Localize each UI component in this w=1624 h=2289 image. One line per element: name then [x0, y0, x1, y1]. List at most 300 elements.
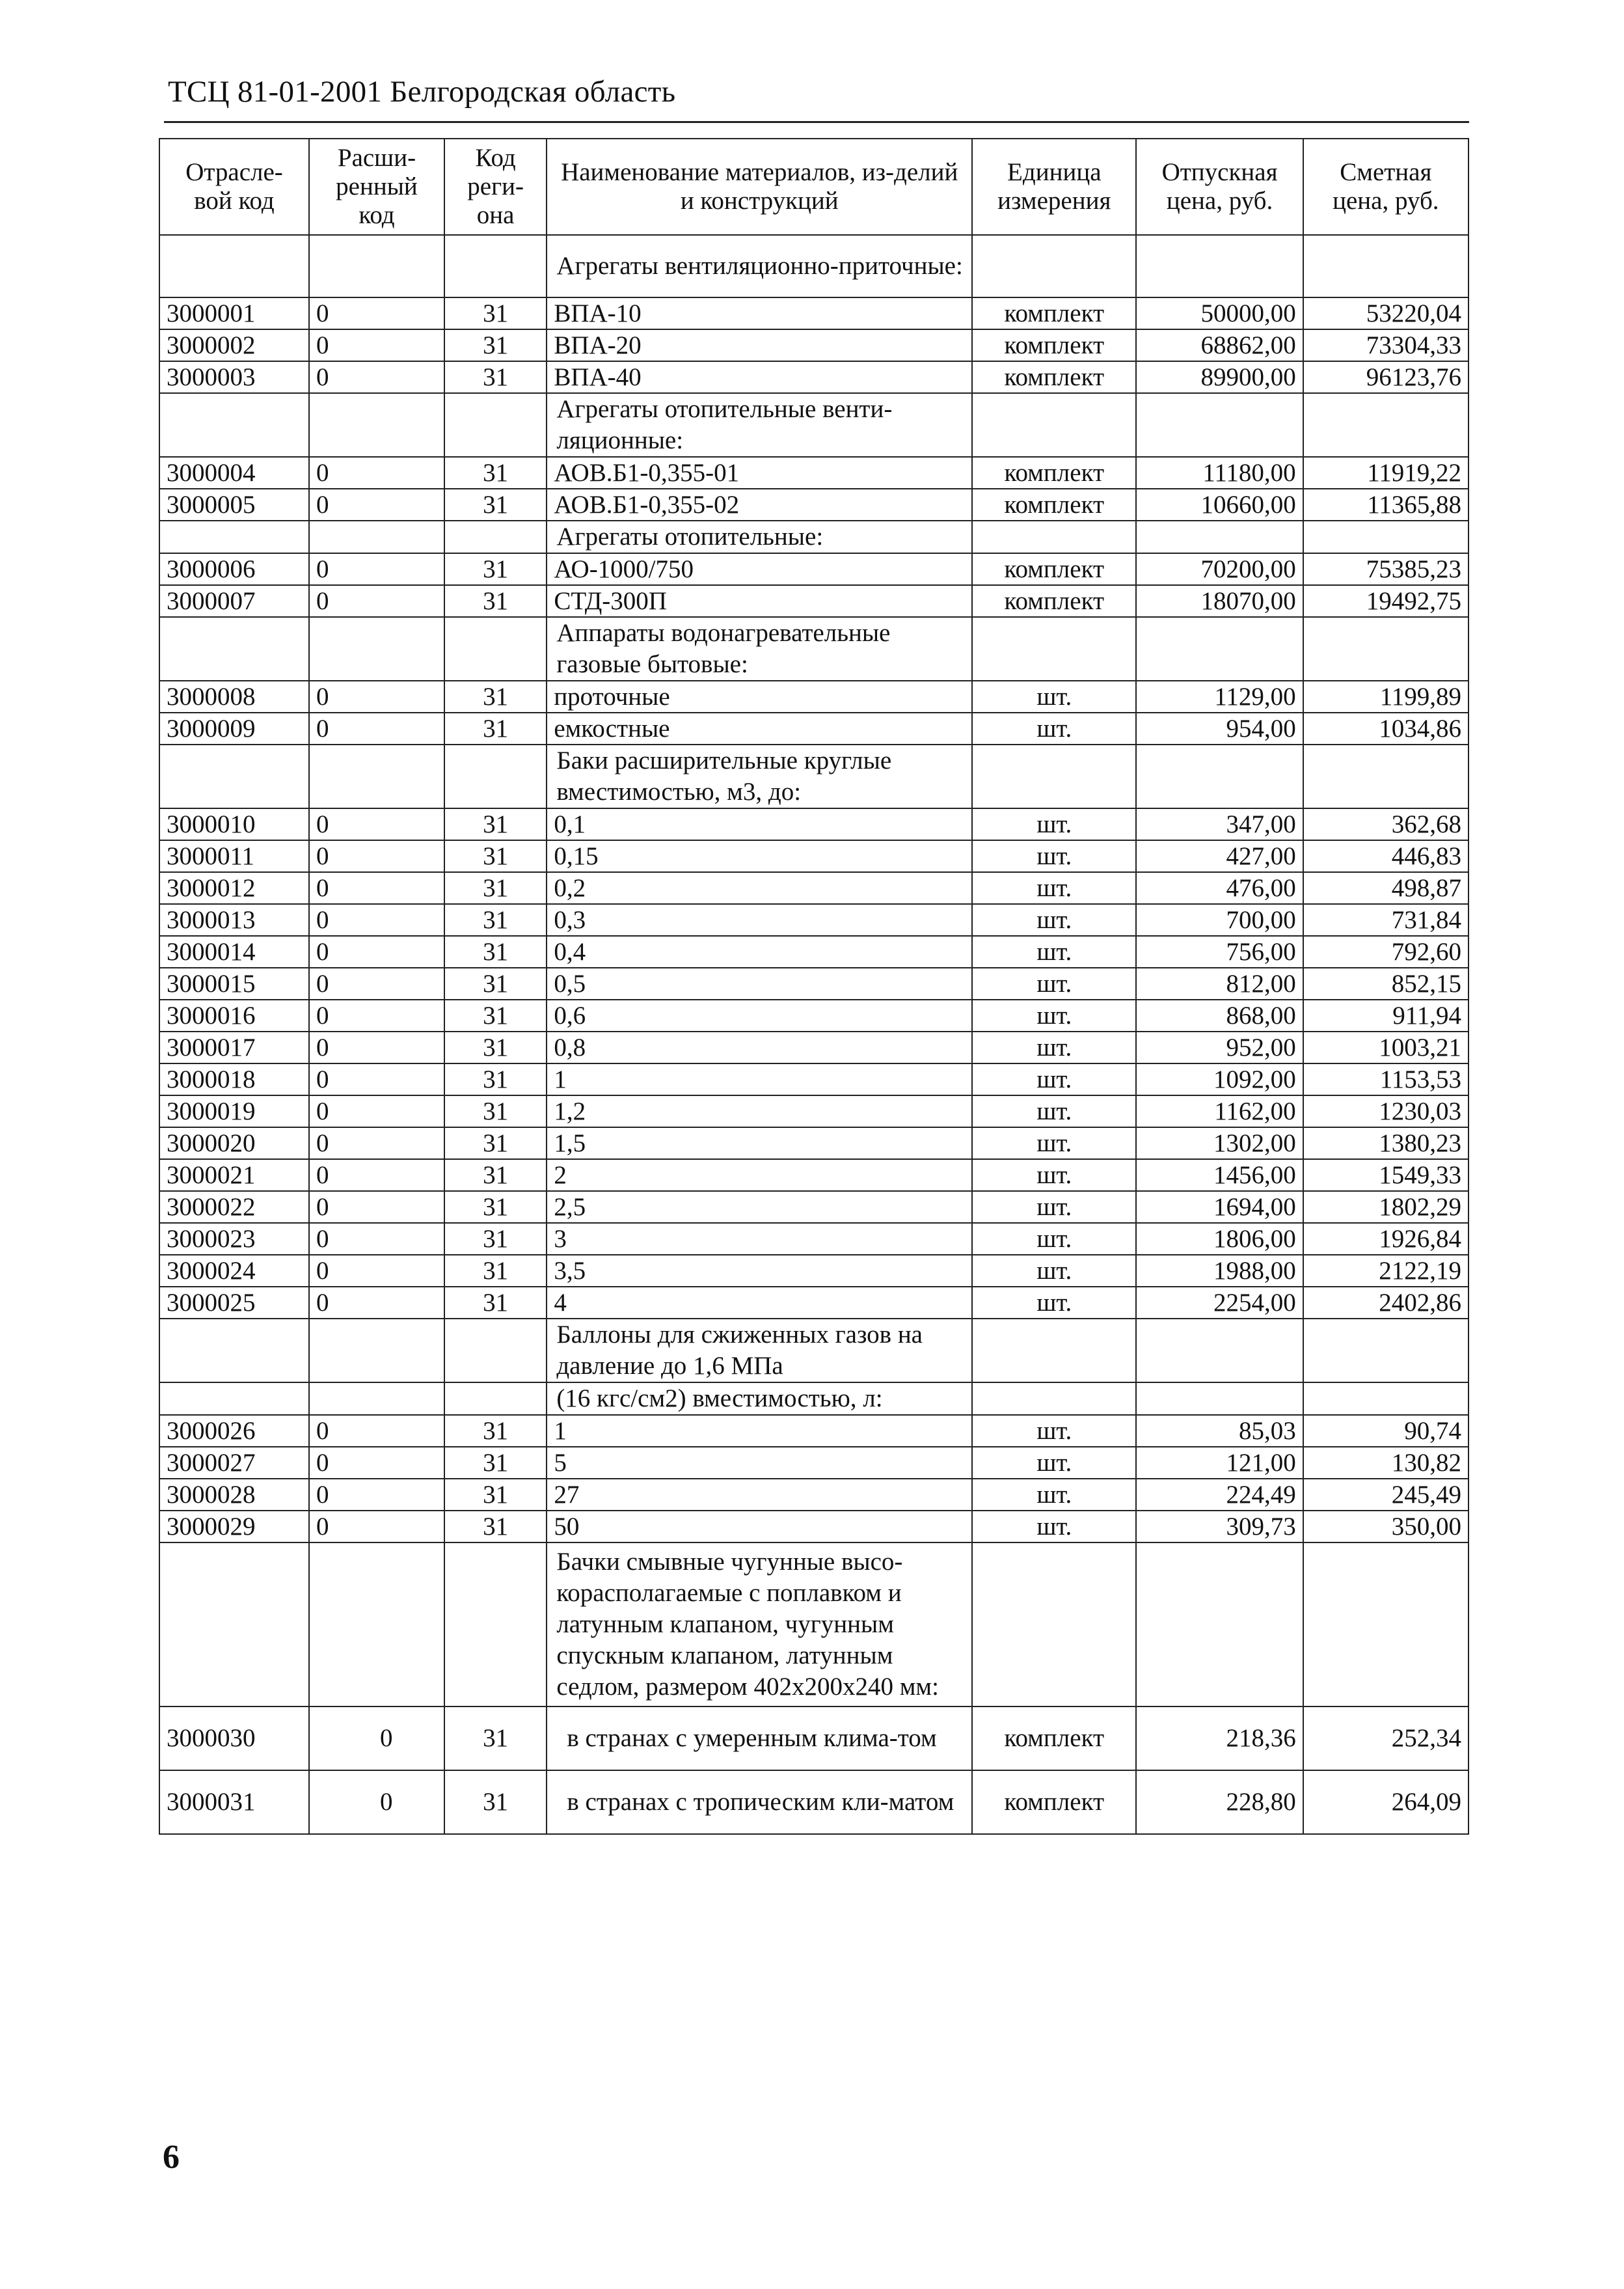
table-group-row [159, 521, 1468, 553]
table-group-row [159, 393, 1468, 457]
cell-region-code: 31 [444, 968, 547, 1000]
price-table [159, 138, 1469, 1835]
cell-estimate-price: 350,00 [1303, 1511, 1468, 1542]
cell-industry-code: 3000011 [159, 840, 309, 872]
table-row [159, 489, 1468, 521]
cell-empty [972, 1542, 1136, 1706]
cell-region-code: 31 [444, 585, 547, 617]
cell-unit: шт. [972, 1479, 1136, 1511]
cell-release-price: 1694,00 [1136, 1191, 1303, 1223]
cell-estimate-price: 252,34 [1303, 1706, 1468, 1770]
cell-empty [159, 235, 309, 297]
table-row [159, 1770, 1468, 1834]
table-row [159, 808, 1468, 840]
table-group-row [159, 1542, 1468, 1706]
cell-region-code: 31 [444, 1706, 547, 1770]
cell-region-code: 31 [444, 1479, 547, 1511]
cell-estimate-price: 1230,03 [1303, 1095, 1468, 1127]
cell-unit: шт. [972, 1159, 1136, 1191]
cell-empty [159, 393, 309, 457]
cell-empty [309, 521, 444, 553]
column-header-extended-code: Расши-ренный код [309, 139, 444, 235]
cell-empty [1136, 745, 1303, 808]
cell-material-name: 0,2 [547, 872, 972, 904]
cell-region-code: 31 [444, 1127, 547, 1159]
table-group-row [159, 235, 1468, 297]
cell-industry-code: 3000025 [159, 1287, 309, 1319]
cell-estimate-price: 1153,53 [1303, 1063, 1468, 1095]
cell-material-name: 1 [547, 1415, 972, 1447]
cell-empty [444, 745, 547, 808]
cell-empty [1303, 1382, 1468, 1415]
cell-industry-code: 3000004 [159, 457, 309, 489]
table-group-row [159, 745, 1468, 808]
cell-material-name: 0,4 [547, 936, 972, 968]
cell-empty [309, 235, 444, 297]
cell-release-price: 70200,00 [1136, 553, 1303, 585]
cell-extended-code: 0 [309, 1191, 444, 1223]
cell-empty [1303, 1319, 1468, 1382]
cell-empty [309, 1319, 444, 1382]
cell-industry-code: 3000013 [159, 904, 309, 936]
cell-extended-code: 0 [309, 904, 444, 936]
cell-material-name: 1 [547, 1063, 972, 1095]
cell-industry-code: 3000023 [159, 1223, 309, 1255]
cell-industry-code: 3000015 [159, 968, 309, 1000]
cell-extended-code: 0 [309, 297, 444, 329]
table-group-row [159, 1382, 1468, 1415]
cell-estimate-price: 96123,76 [1303, 361, 1468, 393]
cell-material-name: 0,15 [547, 840, 972, 872]
cell-extended-code: 0 [309, 1706, 444, 1770]
cell-empty [1136, 393, 1303, 457]
cell-industry-code: 3000007 [159, 585, 309, 617]
cell-unit: шт. [972, 1511, 1136, 1542]
cell-region-code: 31 [444, 681, 547, 713]
column-header-release-price: Отпускная цена, руб. [1136, 139, 1303, 235]
cell-estimate-price: 792,60 [1303, 936, 1468, 968]
cell-empty [972, 617, 1136, 681]
cell-industry-code: 3000016 [159, 1000, 309, 1032]
cell-release-price: 309,73 [1136, 1511, 1303, 1542]
cell-extended-code: 0 [309, 1095, 444, 1127]
cell-unit: шт. [972, 840, 1136, 872]
cell-industry-code: 3000014 [159, 936, 309, 968]
cell-unit: шт. [972, 1000, 1136, 1032]
cell-estimate-price: 264,09 [1303, 1770, 1468, 1834]
cell-region-code: 31 [444, 1511, 547, 1542]
cell-unit: комплект [972, 1770, 1136, 1834]
cell-unit: комплект [972, 553, 1136, 585]
cell-extended-code: 0 [309, 1447, 444, 1479]
cell-extended-code: 0 [309, 329, 444, 361]
cell-material-name: ВПА-20 [547, 329, 972, 361]
cell-industry-code: 3000010 [159, 808, 309, 840]
cell-industry-code: 3000021 [159, 1159, 309, 1191]
cell-unit: шт. [972, 681, 1136, 713]
column-header-estimate-price: Сметная цена, руб. [1303, 139, 1468, 235]
cell-estimate-price: 2122,19 [1303, 1255, 1468, 1287]
cell-empty [444, 1319, 547, 1382]
cell-release-price: 868,00 [1136, 1000, 1303, 1032]
cell-unit: шт. [972, 1191, 1136, 1223]
table-row [159, 1063, 1468, 1095]
cell-release-price: 1162,00 [1136, 1095, 1303, 1127]
cell-empty [1303, 1542, 1468, 1706]
cell-unit: шт. [972, 713, 1136, 745]
cell-extended-code: 0 [309, 1000, 444, 1032]
cell-release-price: 224,49 [1136, 1479, 1303, 1511]
table-row [159, 585, 1468, 617]
cell-empty [159, 1382, 309, 1415]
table-row [159, 1159, 1468, 1191]
cell-region-code: 31 [444, 1095, 547, 1127]
cell-region-code: 31 [444, 297, 547, 329]
cell-extended-code: 0 [309, 808, 444, 840]
cell-region-code: 31 [444, 1223, 547, 1255]
table-row [159, 361, 1468, 393]
cell-empty [972, 235, 1136, 297]
cell-material-name: 2 [547, 1159, 972, 1191]
cell-group-heading: Агрегаты вентиляционно-приточные: [547, 235, 972, 297]
cell-material-name: емкостные [547, 713, 972, 745]
table-row [159, 1287, 1468, 1319]
table-body [159, 235, 1468, 1834]
cell-estimate-price: 1380,23 [1303, 1127, 1468, 1159]
cell-empty [1136, 1542, 1303, 1706]
cell-release-price: 18070,00 [1136, 585, 1303, 617]
cell-extended-code: 0 [309, 1223, 444, 1255]
table-row [159, 1223, 1468, 1255]
cell-release-price: 1988,00 [1136, 1255, 1303, 1287]
cell-extended-code: 0 [309, 1159, 444, 1191]
cell-industry-code: 3000001 [159, 297, 309, 329]
cell-industry-code: 3000012 [159, 872, 309, 904]
cell-estimate-price: 130,82 [1303, 1447, 1468, 1479]
cell-region-code: 31 [444, 1000, 547, 1032]
cell-region-code: 31 [444, 1287, 547, 1319]
cell-release-price: 68862,00 [1136, 329, 1303, 361]
cell-group-heading: Агрегаты отопительные: [547, 521, 972, 553]
cell-region-code: 31 [444, 457, 547, 489]
cell-region-code: 31 [444, 904, 547, 936]
cell-unit: шт. [972, 904, 1136, 936]
cell-unit: шт. [972, 1287, 1136, 1319]
cell-material-name: 0,5 [547, 968, 972, 1000]
cell-extended-code: 0 [309, 553, 444, 585]
cell-unit: комплект [972, 585, 1136, 617]
document-title: ТСЦ 81-01-2001 Белгородская область [168, 75, 676, 109]
cell-release-price: 1092,00 [1136, 1063, 1303, 1095]
cell-unit: шт. [972, 1095, 1136, 1127]
table-row [159, 872, 1468, 904]
cell-industry-code: 3000002 [159, 329, 309, 361]
cell-material-name: 0,6 [547, 1000, 972, 1032]
cell-region-code: 31 [444, 872, 547, 904]
cell-estimate-price: 53220,04 [1303, 297, 1468, 329]
cell-unit: комплект [972, 297, 1136, 329]
cell-region-code: 31 [444, 1770, 547, 1834]
cell-material-name: 50 [547, 1511, 972, 1542]
cell-unit: шт. [972, 1255, 1136, 1287]
cell-unit: шт. [972, 968, 1136, 1000]
cell-extended-code: 0 [309, 1415, 444, 1447]
cell-material-name: проточные [547, 681, 972, 713]
cell-industry-code: 3000029 [159, 1511, 309, 1542]
cell-unit: комплект [972, 329, 1136, 361]
cell-industry-code: 3000027 [159, 1447, 309, 1479]
cell-extended-code: 0 [309, 681, 444, 713]
cell-empty [1303, 393, 1468, 457]
cell-region-code: 31 [444, 1063, 547, 1095]
cell-region-code: 31 [444, 840, 547, 872]
cell-group-heading: Баки расширительные круглые вместимостью, м3, до: [547, 745, 972, 808]
cell-industry-code: 3000006 [159, 553, 309, 585]
cell-extended-code: 0 [309, 1511, 444, 1542]
cell-group-heading: (16 кгс/см2) вместимостью, л: [547, 1382, 972, 1415]
cell-industry-code: 3000003 [159, 361, 309, 393]
table-row [159, 1127, 1468, 1159]
cell-estimate-price: 75385,23 [1303, 553, 1468, 585]
column-header-unit: Единица измерения [972, 139, 1136, 235]
cell-industry-code: 3000008 [159, 681, 309, 713]
table-row [159, 1032, 1468, 1063]
cell-material-name: в странах с тропическим кли-матом [547, 1770, 972, 1834]
cell-estimate-price: 245,49 [1303, 1479, 1468, 1511]
cell-empty [1303, 745, 1468, 808]
cell-empty [1303, 235, 1468, 297]
cell-release-price: 50000,00 [1136, 297, 1303, 329]
cell-estimate-price: 90,74 [1303, 1415, 1468, 1447]
cell-estimate-price: 73304,33 [1303, 329, 1468, 361]
cell-empty [972, 1382, 1136, 1415]
cell-group-heading: Аппараты водонагревательные газовые бытовые: [547, 617, 972, 681]
cell-empty [1136, 1319, 1303, 1382]
cell-industry-code: 3000009 [159, 713, 309, 745]
cell-estimate-price: 1926,84 [1303, 1223, 1468, 1255]
cell-extended-code: 0 [309, 361, 444, 393]
cell-region-code: 31 [444, 1255, 547, 1287]
cell-empty [972, 745, 1136, 808]
cell-industry-code: 3000028 [159, 1479, 309, 1511]
cell-region-code: 31 [444, 361, 547, 393]
cell-industry-code: 3000022 [159, 1191, 309, 1223]
cell-release-price: 700,00 [1136, 904, 1303, 936]
cell-estimate-price: 731,84 [1303, 904, 1468, 936]
cell-material-name: АОВ.Б1-0,355-01 [547, 457, 972, 489]
table-row [159, 1191, 1468, 1223]
table-row [159, 1511, 1468, 1542]
cell-region-code: 31 [444, 1447, 547, 1479]
cell-group-heading: Агрегаты отопительные венти-ляционные: [547, 393, 972, 457]
cell-group-heading: Бачки смывные чугунные высо-корасполагаемые с поплавком и латунным клапаном, чугунным спускным клапаном, латунным седлом, размером 402х200х240 мм: [547, 1542, 972, 1706]
cell-industry-code: 3000024 [159, 1255, 309, 1287]
column-header-region-code: Код реги-она [444, 139, 547, 235]
cell-unit: шт. [972, 1063, 1136, 1095]
cell-extended-code: 0 [309, 840, 444, 872]
cell-extended-code: 0 [309, 585, 444, 617]
cell-estimate-price: 911,94 [1303, 1000, 1468, 1032]
cell-material-name: СТД-300П [547, 585, 972, 617]
cell-industry-code: 3000017 [159, 1032, 309, 1063]
cell-unit: шт. [972, 1447, 1136, 1479]
cell-release-price: 89900,00 [1136, 361, 1303, 393]
cell-empty [1303, 617, 1468, 681]
cell-region-code: 31 [444, 1032, 547, 1063]
cell-unit: шт. [972, 1415, 1136, 1447]
cell-industry-code: 3000026 [159, 1415, 309, 1447]
cell-empty [309, 393, 444, 457]
cell-material-name: 3 [547, 1223, 972, 1255]
cell-extended-code: 0 [309, 936, 444, 968]
cell-extended-code: 0 [309, 1770, 444, 1834]
cell-empty [159, 521, 309, 553]
cell-region-code: 31 [444, 1159, 547, 1191]
cell-estimate-price: 19492,75 [1303, 585, 1468, 617]
cell-release-price: 427,00 [1136, 840, 1303, 872]
cell-unit: шт. [972, 1032, 1136, 1063]
cell-unit: шт. [972, 808, 1136, 840]
cell-extended-code: 0 [309, 872, 444, 904]
cell-industry-code: 3000019 [159, 1095, 309, 1127]
page-number: 6 [163, 2139, 180, 2176]
cell-empty [1136, 521, 1303, 553]
cell-release-price: 1806,00 [1136, 1223, 1303, 1255]
cell-extended-code: 0 [309, 713, 444, 745]
cell-material-name: 3,5 [547, 1255, 972, 1287]
cell-material-name: 0,1 [547, 808, 972, 840]
cell-release-price: 121,00 [1136, 1447, 1303, 1479]
cell-material-name: АО-1000/750 [547, 553, 972, 585]
cell-empty [444, 1542, 547, 1706]
cell-empty [972, 393, 1136, 457]
cell-extended-code: 0 [309, 1479, 444, 1511]
cell-industry-code: 3000020 [159, 1127, 309, 1159]
table-row [159, 681, 1468, 713]
cell-unit: комплект [972, 457, 1136, 489]
cell-material-name: 1,2 [547, 1095, 972, 1127]
cell-empty [972, 1319, 1136, 1382]
cell-release-price: 85,03 [1136, 1415, 1303, 1447]
cell-empty [1303, 521, 1468, 553]
cell-material-name: в странах с умеренным клима-том [547, 1706, 972, 1770]
cell-empty [1136, 1382, 1303, 1415]
cell-estimate-price: 852,15 [1303, 968, 1468, 1000]
cell-extended-code: 0 [309, 489, 444, 521]
cell-extended-code: 0 [309, 457, 444, 489]
table-row [159, 1095, 1468, 1127]
table-row [159, 553, 1468, 585]
cell-material-name: 27 [547, 1479, 972, 1511]
cell-industry-code: 3000031 [159, 1770, 309, 1834]
cell-estimate-price: 1802,29 [1303, 1191, 1468, 1223]
table-row [159, 1447, 1468, 1479]
table-row [159, 968, 1468, 1000]
cell-empty [444, 617, 547, 681]
cell-material-name: 2,5 [547, 1191, 972, 1223]
cell-empty [972, 521, 1136, 553]
cell-region-code: 31 [444, 329, 547, 361]
cell-release-price: 952,00 [1136, 1032, 1303, 1063]
cell-estimate-price: 498,87 [1303, 872, 1468, 904]
cell-material-name: ВПА-40 [547, 361, 972, 393]
cell-release-price: 347,00 [1136, 808, 1303, 840]
cell-estimate-price: 1199,89 [1303, 681, 1468, 713]
table-row [159, 1415, 1468, 1447]
column-header-industry-code: Отрасле-вой код [159, 139, 309, 235]
cell-release-price: 218,36 [1136, 1706, 1303, 1770]
cell-empty [159, 745, 309, 808]
table-row [159, 1479, 1468, 1511]
table-row [159, 713, 1468, 745]
table-group-row [159, 1319, 1468, 1382]
cell-release-price: 1129,00 [1136, 681, 1303, 713]
cell-release-price: 2254,00 [1136, 1287, 1303, 1319]
cell-group-heading: Баллоны для сжиженных газов на давление до 1,6 МПа [547, 1319, 972, 1382]
cell-release-price: 1456,00 [1136, 1159, 1303, 1191]
cell-material-name: ВПА-10 [547, 297, 972, 329]
cell-material-name: 1,5 [547, 1127, 972, 1159]
table-row [159, 840, 1468, 872]
cell-release-price: 1302,00 [1136, 1127, 1303, 1159]
cell-unit: шт. [972, 872, 1136, 904]
cell-extended-code: 0 [309, 1063, 444, 1095]
cell-empty [309, 617, 444, 681]
table-row [159, 329, 1468, 361]
cell-material-name: 5 [547, 1447, 972, 1479]
cell-empty [444, 521, 547, 553]
cell-empty [444, 1382, 547, 1415]
cell-release-price: 812,00 [1136, 968, 1303, 1000]
cell-estimate-price: 446,83 [1303, 840, 1468, 872]
cell-empty [159, 617, 309, 681]
cell-extended-code: 0 [309, 1287, 444, 1319]
cell-region-code: 31 [444, 489, 547, 521]
cell-empty [444, 235, 547, 297]
cell-estimate-price: 11919,22 [1303, 457, 1468, 489]
cell-industry-code: 3000018 [159, 1063, 309, 1095]
cell-extended-code: 0 [309, 1255, 444, 1287]
cell-release-price: 228,80 [1136, 1770, 1303, 1834]
cell-region-code: 31 [444, 936, 547, 968]
table-row [159, 936, 1468, 968]
cell-unit: шт. [972, 1223, 1136, 1255]
cell-empty [1136, 235, 1303, 297]
cell-industry-code: 3000005 [159, 489, 309, 521]
cell-release-price: 756,00 [1136, 936, 1303, 968]
table-group-row [159, 617, 1468, 681]
cell-industry-code: 3000030 [159, 1706, 309, 1770]
cell-unit: комплект [972, 489, 1136, 521]
cell-estimate-price: 1549,33 [1303, 1159, 1468, 1191]
cell-extended-code: 0 [309, 1032, 444, 1063]
table-row [159, 1255, 1468, 1287]
cell-material-name: 0,8 [547, 1032, 972, 1063]
cell-material-name: АОВ.Б1-0,355-02 [547, 489, 972, 521]
cell-extended-code: 0 [309, 1127, 444, 1159]
cell-release-price: 11180,00 [1136, 457, 1303, 489]
cell-region-code: 31 [444, 1415, 547, 1447]
cell-empty [1136, 617, 1303, 681]
cell-empty [309, 1542, 444, 1706]
cell-estimate-price: 1003,21 [1303, 1032, 1468, 1063]
cell-extended-code: 0 [309, 968, 444, 1000]
table-row [159, 297, 1468, 329]
cell-release-price: 954,00 [1136, 713, 1303, 745]
cell-empty [159, 1319, 309, 1382]
cell-material-name: 4 [547, 1287, 972, 1319]
cell-material-name: 0,3 [547, 904, 972, 936]
